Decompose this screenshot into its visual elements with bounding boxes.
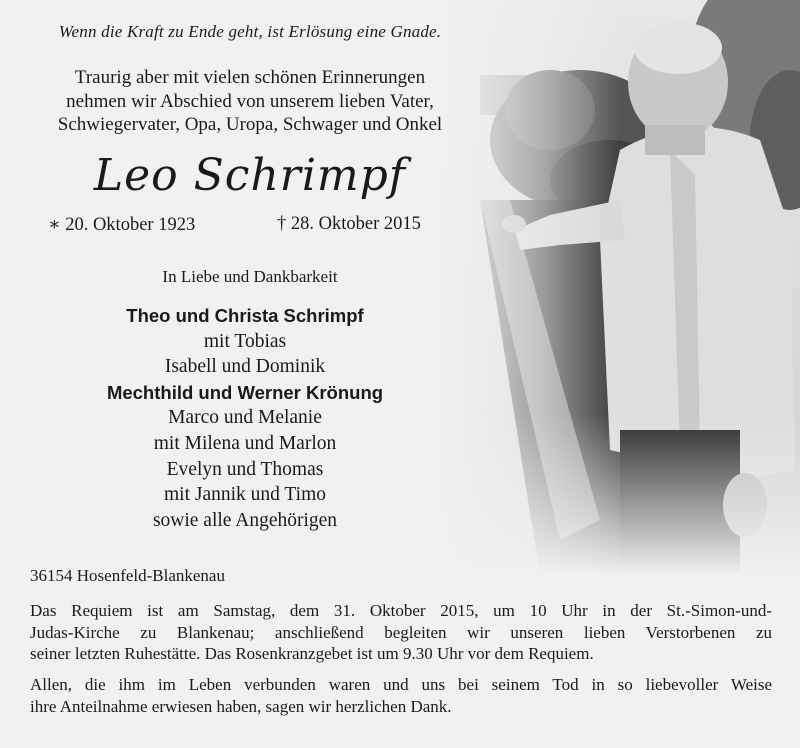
closing-line: ihre Anteilnahme erwiesen haben, sagen wir herzlichen Dank. bbox=[30, 696, 452, 716]
intro-line: nehmen wir Abschied von unserem lieben Vater, bbox=[66, 90, 434, 112]
family-line: mit Milena und Marlon bbox=[153, 432, 337, 454]
family-line: Marco und Melanie bbox=[168, 407, 322, 429]
family-line: Isabell und Dominik bbox=[164, 356, 326, 378]
motto: Wenn die Kraft zu Ende geht, ist Erlösung eine Gnade. bbox=[58, 22, 442, 41]
death-date: † 28. Oktober 2015 bbox=[277, 214, 421, 234]
closing-line: Allen, die ihm im Leben verbunden waren und uns bei seinem Tod in so liebevoller Weise bbox=[30, 675, 772, 694]
deceased-name: Leo Schrimpf bbox=[93, 150, 407, 201]
requiem-paragraph bbox=[30, 600, 772, 665]
place-line: 36154 Hosenfeld-Blankenau bbox=[30, 566, 225, 585]
intro-line: Traurig aber mit vielen schönen Erinnerungen bbox=[74, 67, 426, 88]
requiem-line: seiner letzten Ruhestätte. Das Rosenkranzgebet ist um 9.30 Uhr vor dem Requiem. bbox=[30, 644, 594, 663]
family-line: mit Jannik und Timo bbox=[164, 484, 326, 506]
birth-date: ∗ 20. Oktober 1923 bbox=[48, 215, 196, 235]
intro-text bbox=[0, 66, 500, 137]
family-list bbox=[0, 303, 490, 533]
family-line: Mechthild und Werner Krönung bbox=[106, 381, 384, 403]
requiem-line: Das Requiem ist am Samstag, dem 31. Oktober 2015, um 10 Uhr in der St.-Simon-und- bbox=[30, 601, 772, 620]
intro-line: Schwiegervater, Opa, Uropa, Schwager und Onkel bbox=[57, 114, 443, 135]
closing-paragraph bbox=[30, 674, 772, 717]
family-line: mit Tobias bbox=[203, 330, 287, 352]
family-line: sowie alle Angehörigen bbox=[152, 509, 338, 531]
family-line: Theo und Christa Schrimpf bbox=[126, 305, 364, 326]
requiem-line: Judas-Kirche zu Blankenau; anschließend begleiten wir unseren lieben Verstorbenen zu bbox=[30, 622, 772, 642]
thanks-line: In Liebe und Dankbarkeit bbox=[162, 267, 338, 286]
family-line: Evelyn und Thomas bbox=[166, 458, 324, 480]
